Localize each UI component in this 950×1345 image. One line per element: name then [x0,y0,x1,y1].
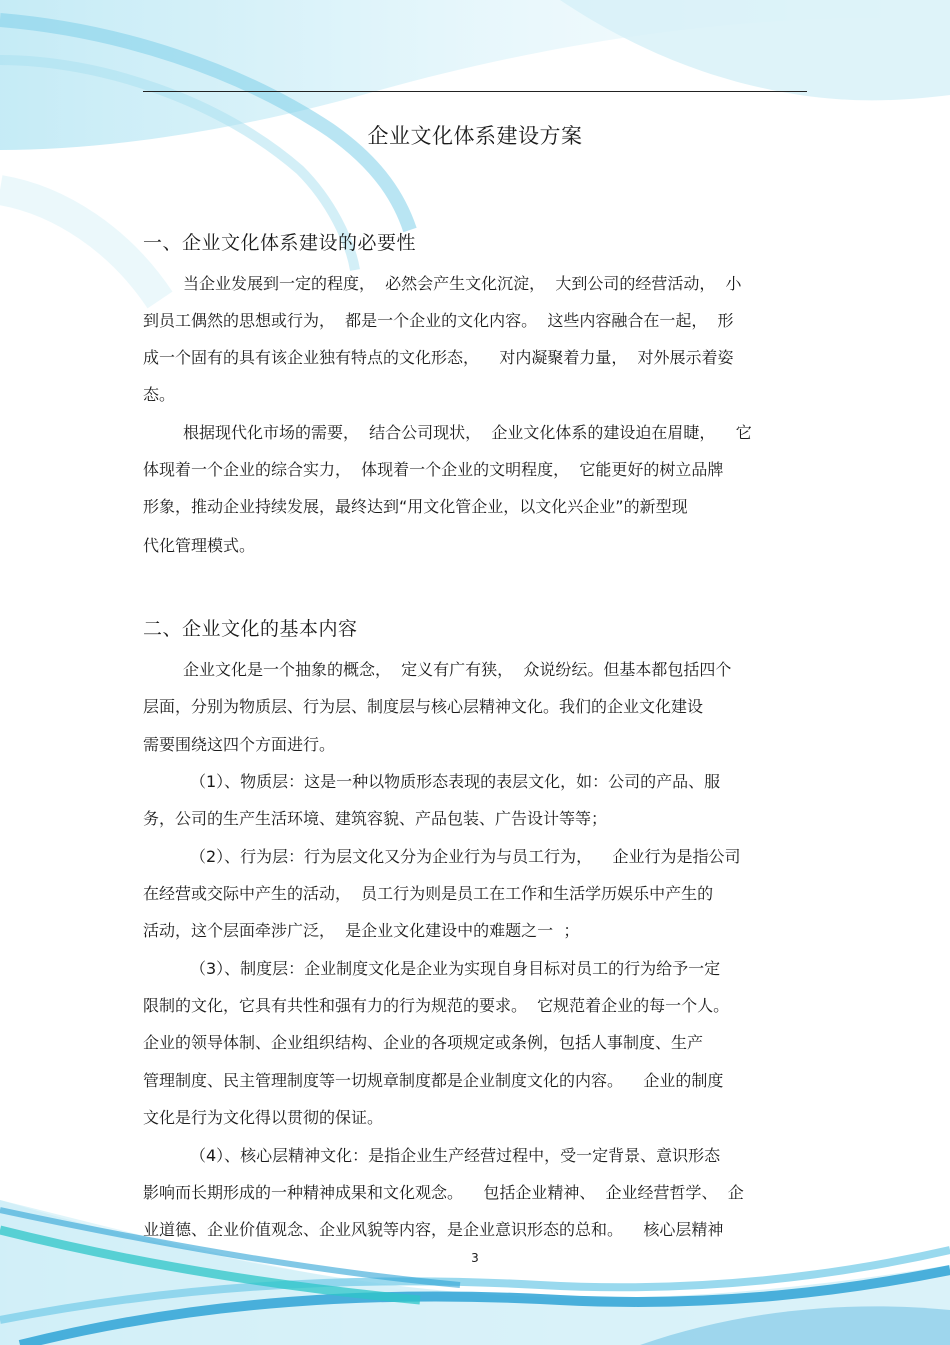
paragraph-line: 需要围绕这四个方面进行。 [143,735,336,754]
paragraph-line: （1）、物质层：这是一种以物质形态表现的表层文化，如：公司的产品、服 [190,772,721,791]
document-title: 企业文化体系建设方案 [367,124,583,148]
paragraph-line: 当企业发展到一定的程度， 必然会产生文化沉淀， 大到公司的经营活动， 小 [183,274,742,293]
paragraph-line: 限制的文化，它具有共性和强有力的行为规范的要求。 它规范着企业的每一个人。 [143,996,730,1015]
paragraph-line: 根据现代化市场的需要， 结合公司现状， 企业文化体系的建设迫在眉睫， 它 [183,423,752,442]
paragraph-line: 活动，这个层面牵涉广泛， 是企业文化建设中的难题之一 ； [143,921,580,940]
paragraph-line: 形象，推动企业持续发展，最终达到“用文化管企业，以文化兴企业”的新型现 [143,497,688,516]
paragraph-line: 文化是行为文化得以贯彻的保证。 [143,1108,384,1127]
paragraph-line: 到员工偶然的思想或行为， 都是一个企业的文化内容。 这些内容融合在一起， 形 [143,311,734,330]
paragraph-line: 务，公司的生产生活环境、建筑容貌、产品包装、广告设计等等； [143,809,608,828]
paragraph-line: 成一个固有的具有该企业独有特点的文化形态， 对内凝聚着力量， 对外展示着姿 [143,348,734,367]
paragraph-line: 业道德、企业价值观念、企业风貌等内容，是企业意识形态的总和。 核心层精神 [143,1220,724,1239]
section-heading: 二、企业文化的基本内容 [143,618,358,640]
paragraph-line: 体现着一个企业的综合实力， 体现着一个企业的文明程度， 它能更好的树立品牌 [143,460,724,479]
paragraph-line: 企业的领导体制、企业组织结构、企业的各项规定或条例，包括人事制度、生产 [143,1033,704,1052]
paragraph-line: （3）、制度层：企业制度文化是企业为实现自身目标对员工的行为给予一定 [190,959,721,978]
paragraph-line: 态。 [143,385,176,404]
paragraph-line: 层面，分别为物质层、行为层、制度层与核心层精神文化。我们的企业文化建设 [143,697,704,716]
paragraph-line: 在经营或交际中产生的活动， 员工行为则是员工在工作和生活学历娱乐中产生的 [143,884,714,903]
paragraph-line: （2）、行为层：行为层文化又分为企业行为与员工行为， 企业行为是指公司 [190,847,741,866]
page-number: 3 [471,1251,479,1265]
paragraph-line: 影响而长期形成的一种精神成果和文化观念。 包括企业精神、 企业经营哲学、 企 [143,1183,744,1202]
paragraph-line: （4）、核心层精神文化：是指企业生产经营过程中，受一定背景、意识形态 [190,1146,721,1165]
paragraph-line: 企业文化是一个抽象的概念， 定义有广有狭， 众说纷纭。但基本都包括四个 [183,660,732,679]
paragraph-line: 代化管理模式。 [143,536,256,555]
paragraph-line: 管理制度、民主管理制度等一切规章制度都是企业制度文化的内容。 企业的制度 [143,1071,724,1090]
section-heading: 一、企业文化体系建设的必要性 [143,232,417,254]
header-rule [143,91,807,92]
